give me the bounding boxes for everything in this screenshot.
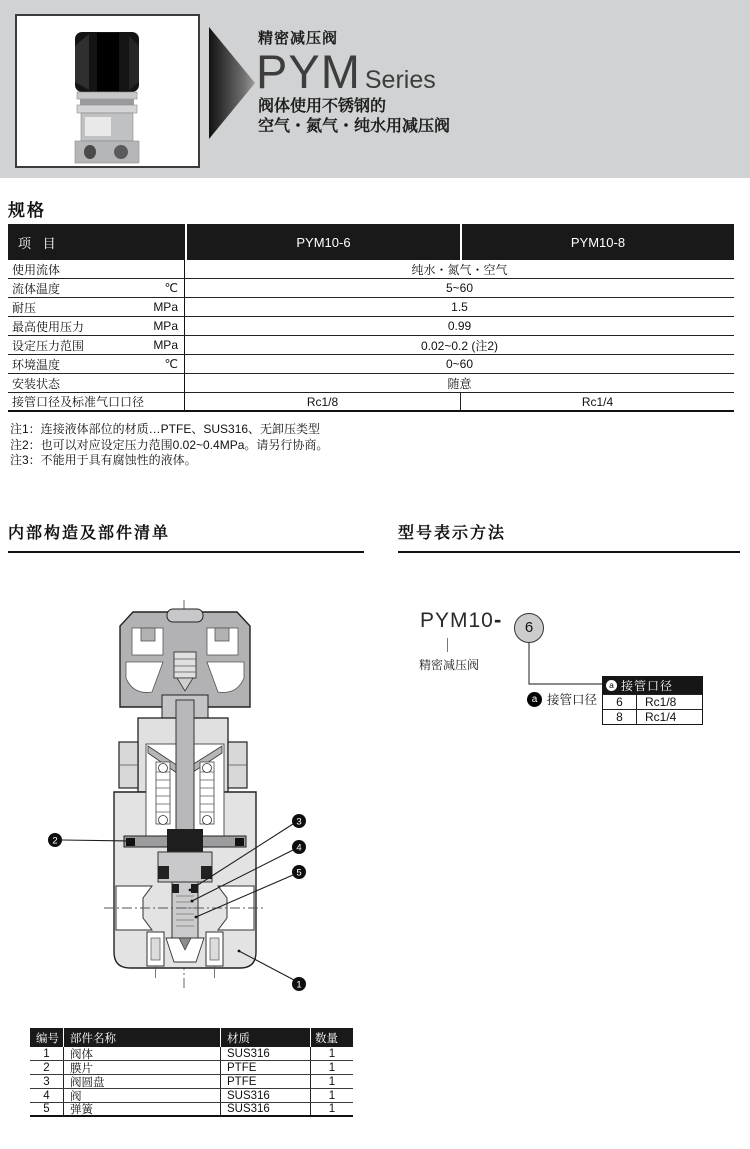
table-row <box>30 1103 353 1117</box>
internal-structure-section-title: 内部构造及部件清单 <box>8 520 364 553</box>
svg-text:1: 1 <box>296 979 302 991</box>
port-code: 6 <box>616 695 623 709</box>
spec-label: 接管口径及标准气口口径 <box>12 395 145 409</box>
adjust-stem <box>176 700 194 832</box>
arrow-icon <box>209 27 255 139</box>
spec-value: 随意 <box>447 376 472 391</box>
table-row <box>8 260 734 279</box>
spec-value-pym10-8: Rc1/4 <box>460 393 734 410</box>
spec-label: 安装状态 <box>12 376 61 391</box>
product-photo <box>17 16 198 166</box>
spec-col-pym10-6: PYM10-6 <box>185 224 460 260</box>
model-code-separator: - <box>494 607 502 632</box>
spec-table <box>8 224 734 412</box>
table-row <box>8 336 734 355</box>
spec-unit: ℃ <box>164 357 178 371</box>
svg-text:5: 5 <box>296 867 302 879</box>
product-subtitle: 精密减压阀 <box>258 30 339 47</box>
table-row <box>8 374 734 393</box>
model-code-tick <box>447 638 448 652</box>
port-size-table-header: a 接管口径 <box>603 677 702 694</box>
model-code-base: PYM10 <box>420 609 494 632</box>
part-no: 4 <box>43 1089 50 1102</box>
table-row <box>8 279 734 298</box>
spec-table-header <box>8 224 734 260</box>
option-a-label <box>527 690 597 708</box>
table-row <box>603 709 702 724</box>
part-name: 阀 <box>63 1089 220 1102</box>
part-qty: 1 <box>310 1075 353 1088</box>
spec-label: 耐压 <box>12 300 37 315</box>
model-code-base-label: 精密减压阀 <box>419 658 480 672</box>
note-3: 注3：不能用于具有腐蚀性的液体。 <box>10 453 197 467</box>
spec-value: 0.02~0.2 (注2) <box>420 338 499 353</box>
note-1: 注1：连接液体部位的材质…PTFE、SUS316、无卸压类型 <box>10 422 321 436</box>
series-title <box>256 44 436 99</box>
spec-value: 纯水・氮气・空气 <box>411 262 508 277</box>
part-material: PTFE <box>220 1075 310 1088</box>
spec-unit: MPa <box>153 338 178 352</box>
spec-label: 使用流体 <box>12 262 61 277</box>
parts-table-header: 编号 部件名称 材质 数量 <box>30 1028 353 1047</box>
spec-unit: ℃ <box>164 281 178 295</box>
callout-2 <box>48 833 62 847</box>
series-name: PYM <box>256 45 361 98</box>
port-size-table <box>602 676 703 725</box>
series-suffix: Series <box>364 66 436 94</box>
product-photo-frame <box>15 14 200 168</box>
table-row <box>8 393 734 412</box>
table-row <box>8 317 734 336</box>
product-description-line1: 阀体使用不锈钢的 <box>258 98 387 115</box>
valve-disc <box>158 852 212 882</box>
spec-section-title: 规格 <box>8 201 46 220</box>
part-no: 2 <box>43 1061 50 1074</box>
spec-unit: MPa <box>153 319 178 333</box>
model-code-connector-line <box>515 638 607 688</box>
part-qty: 1 <box>310 1047 353 1060</box>
part-material: PTFE <box>220 1061 310 1074</box>
spec-value-pym10-6: Rc1/8 <box>306 394 339 409</box>
part-name: 膜片 <box>63 1061 220 1074</box>
spec-unit: MPa <box>153 300 178 314</box>
part-no: 3 <box>43 1075 50 1088</box>
parts-table <box>30 1028 353 1117</box>
port-code: 8 <box>616 710 623 724</box>
part-name: 阀体 <box>63 1047 220 1060</box>
spec-col-pym10-8: PYM10-8 <box>460 224 734 260</box>
model-number-section-title: 型号表示方法 <box>398 520 740 553</box>
option-a-text: 接管口径 <box>547 693 598 707</box>
valve-cross-section-diagram <box>30 595 320 995</box>
table-row <box>603 694 702 709</box>
callout-3 <box>292 814 306 828</box>
note-2: 注2：也可以对应设定压力范围0.02~0.4MPa。请另行协商。 <box>10 437 329 452</box>
marker-a-icon: a <box>527 692 542 707</box>
spec-label: 最高使用压力 <box>12 319 85 334</box>
svg-text:3: 3 <box>296 816 302 828</box>
header-band <box>0 0 750 178</box>
model-code-option-circle: 6 <box>514 613 544 643</box>
spec-label: 流体温度 <box>12 281 61 296</box>
svg-text:2: 2 <box>52 835 58 847</box>
callout-4 <box>292 840 306 854</box>
spec-col-item: 项 目 <box>18 235 60 251</box>
part-no: 5 <box>43 1103 50 1115</box>
port-size: Rc1/4 <box>636 710 702 724</box>
part-material: SUS316 <box>220 1103 310 1115</box>
spec-value: 0.99 <box>447 319 472 333</box>
marker-a-icon: a <box>606 680 617 691</box>
screw-cap <box>167 609 203 622</box>
screw-nut <box>174 652 196 678</box>
callout-5 <box>292 865 306 879</box>
spec-notes <box>10 422 328 469</box>
spec-label: 设定压力范围 <box>12 338 85 353</box>
part-qty: 1 <box>310 1089 353 1102</box>
part-name: 阀圆盘 <box>63 1075 220 1088</box>
spec-value: 5~60 <box>445 281 474 295</box>
product-description-line2: 空气・氮气・纯水用减压阀 <box>258 118 451 135</box>
part-name: 弹簧 <box>63 1103 220 1115</box>
callout-1 <box>292 977 306 991</box>
table-row <box>8 355 734 374</box>
part-qty: 1 <box>310 1103 353 1115</box>
spec-label: 环境温度 <box>12 357 61 372</box>
part-material: SUS316 <box>220 1089 310 1102</box>
port-size: Rc1/8 <box>636 695 702 709</box>
part-qty: 1 <box>310 1061 353 1074</box>
svg-text:4: 4 <box>296 842 302 854</box>
spec-value: 1.5 <box>451 300 468 314</box>
part-no: 1 <box>43 1047 50 1060</box>
part-material: SUS316 <box>220 1047 310 1060</box>
table-row <box>8 298 734 317</box>
valve-and-spring <box>166 882 204 962</box>
spec-value: 0~60 <box>445 357 474 371</box>
